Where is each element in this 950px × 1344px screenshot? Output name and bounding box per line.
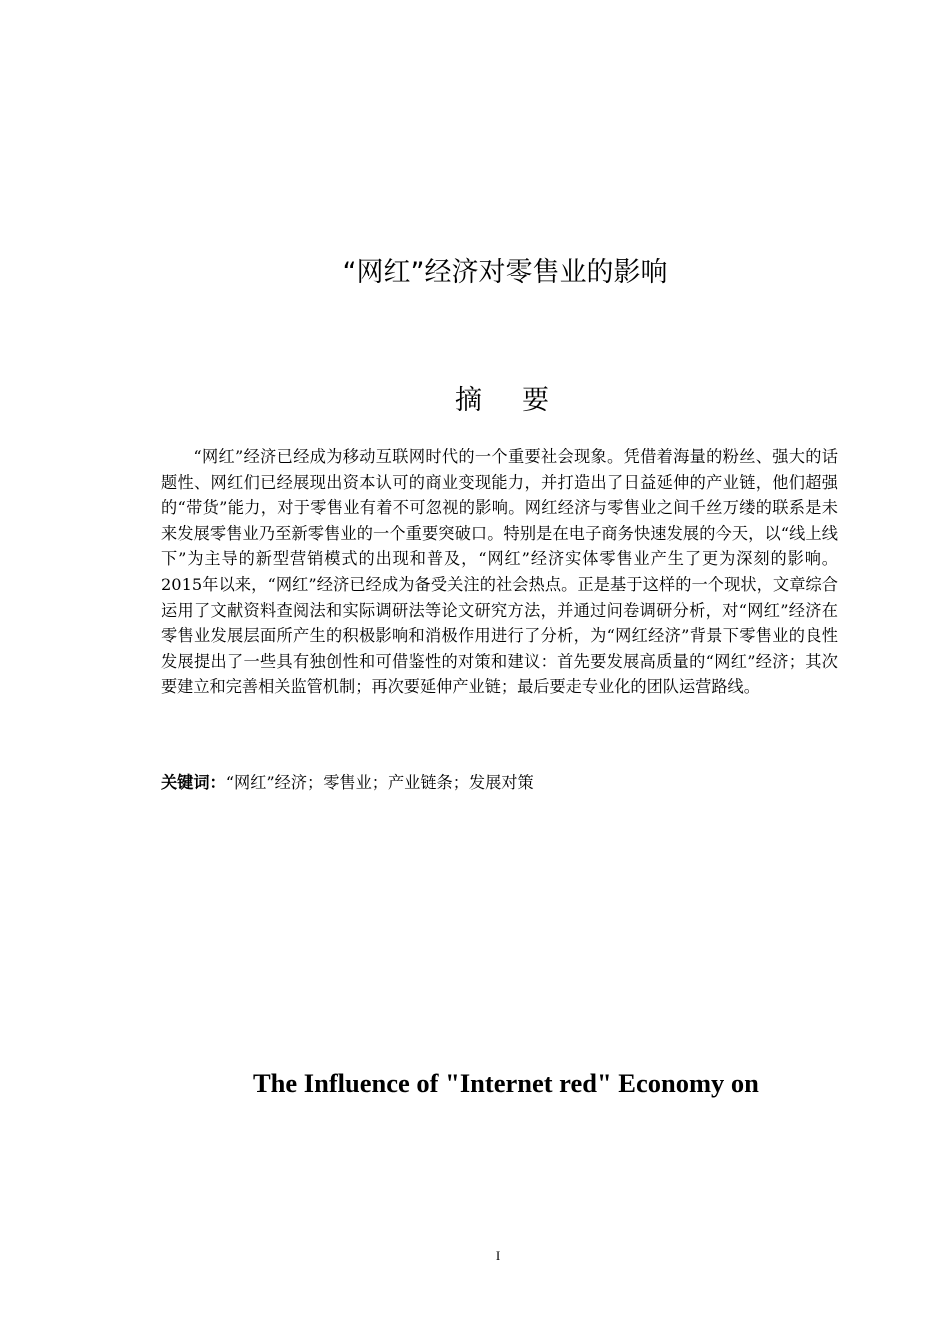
- abstract-body: “网红”经济已经成为移动互联网时代的一个重要社会现象。凭借着海量的粉丝、强大的话题性、网红们已经展现出资本认可的商业变现能力，并打造出了日益延伸的产业链，他们超强的“带货”能力，对于零售业有着不可忽视的影响。网红经济与零售业之间千丝万缕的联系是未来发展零售业乃至新零售业的一个重要突破口。特别是在电子商务快速发展的今天，以“线上线下”为主导的新型营销模式的出现和普及，“网红”经济实体零售业产生了更为深刻的影响。2015年以来，“网红”经济已经成为备受关注的社会热点。正是基于这样的一个现状，文章综合运用了文献资料查阅法和实际调研法等论文研究方法，并通过问卷调研分析，对“网红”经济在零售业发展层面所产生的积极影响和消极作用进行了分析，为“网红经济”背景下零售业的良性发展提出了一些具有独创性和可借鉴性的对策和建议：首先要发展高质量的“网红”经济；其次要建立和完善相关监管机制；再次要延伸产业链；最后要走专业化的团队运营路线。: [161, 447, 838, 697]
- paper-title-chinese: “网红”经济对零售业的影响: [342, 257, 668, 288]
- keywords-text: “网红”经济；零售业；产业链条；发展对策: [225, 773, 534, 792]
- keywords-label: 关键词：: [161, 773, 226, 792]
- paper-title-english: The Influence of "Internet red" Economy on: [253, 1068, 759, 1098]
- keywords-line: [161, 770, 838, 796]
- abstract-heading: 摘要: [455, 385, 589, 416]
- page-number: I: [495, 1248, 501, 1263]
